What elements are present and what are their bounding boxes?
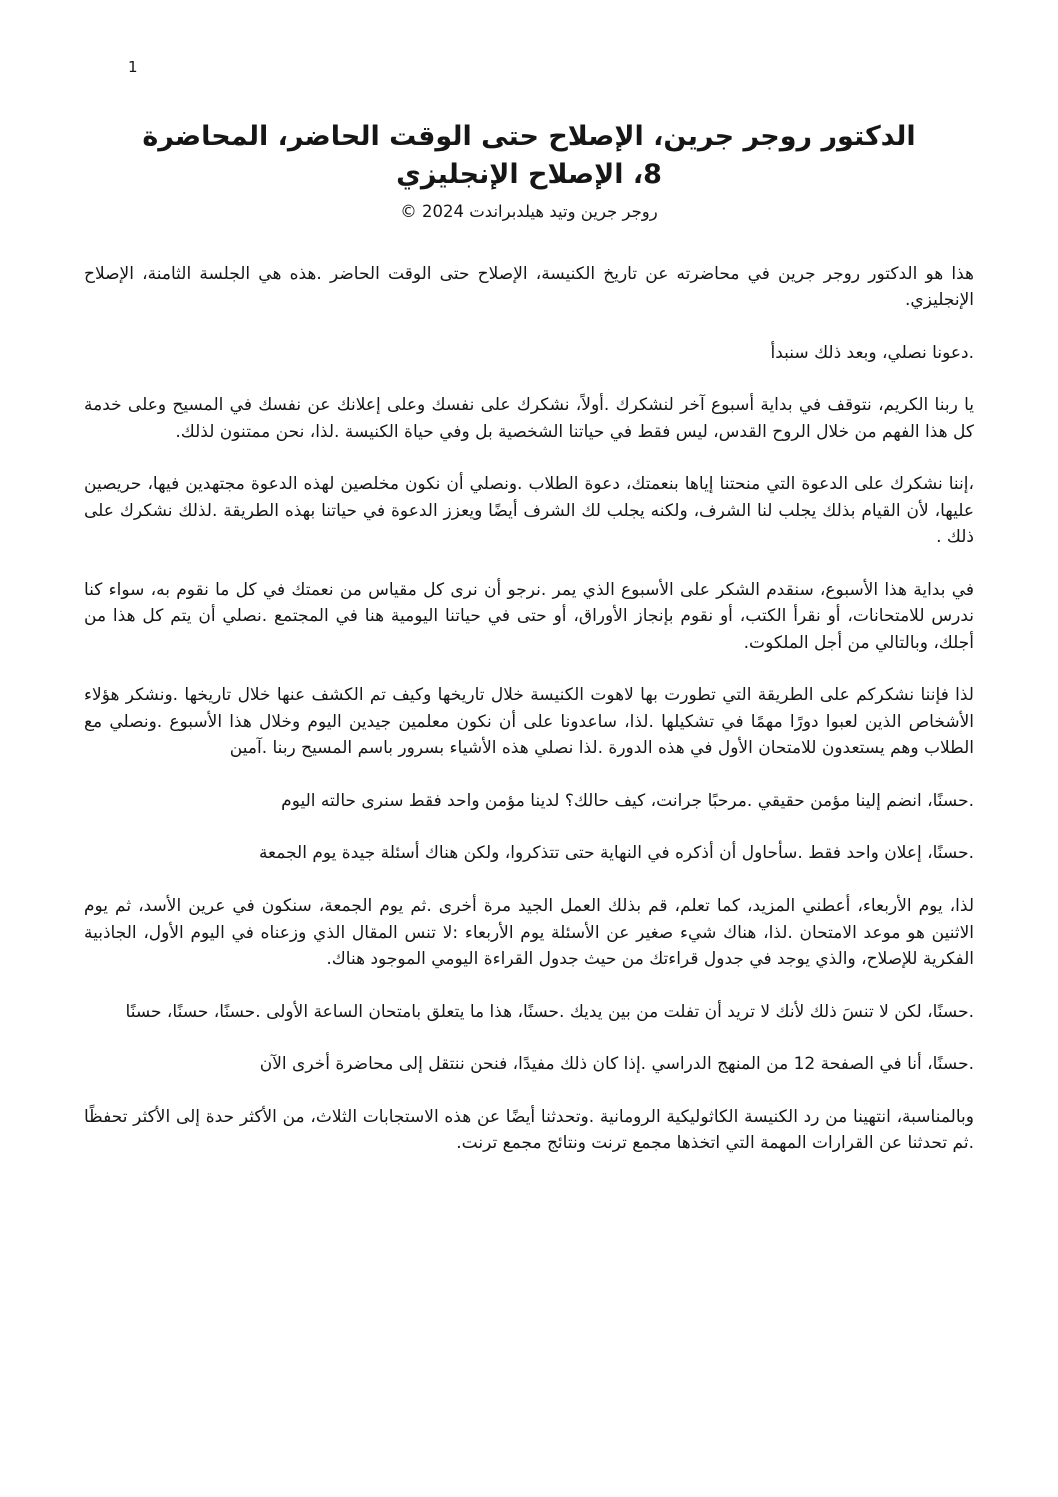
transcript-paragraph: لذا فإننا نشكركم على الطريقة التي تطورت بها لاهوت الكنيسة خلال تاريخها وكيف تم الكشف عنها خلال تاريخها .ونشكر هؤلاء الأشخاص الذين لعبوا دورًا مهمًا في تشكيلها .لذا، ساعدونا على أن نكون معلمين جيدين اليوم وخلال هذا الأسبوع .ونصلي مع الطلاب وهم يستعدون للامتحان الأول في هذه الدورة .لذا نصلي هذه الأشياء بسرور باسم المسيح ربنا .آمين <box>84 685 974 759</box>
transcript-paragraph: .حسنًا، لكن لا تنسَ ذلك لأنك لا تريد أن تفلت من بين يديك .حسنًا، هذا ما يتعلق بامتحان الساعة الأولى .حسنًا، حسنًا، حسنًا <box>125 1001 974 1022</box>
transcript-paragraph: .حسنًا، أنا في الصفحة 12 من المنهج الدراسي .إذا كان ذلك مفيدًا، فنحن ننتقل إلى محاضرة أخرى الآن <box>259 1054 974 1075</box>
copyright-line: روجر جرين وتيد هيلدبراندت 2024 © <box>400 201 658 221</box>
document-title-line2: 8، الإصلاح الإنجليزي <box>396 159 662 191</box>
document-title-line1: الدكتور روجر جرين، الإصلاح حتى الوقت الحاضر، المحاضرة <box>142 121 916 152</box>
transcript-paragraph: .حسنًا، انضم إلينا مؤمن حقيقي .مرحبًا جرانت، كيف حالك؟ لدينا مؤمن واحد فقط سنرى حالته اليوم <box>281 790 974 811</box>
document-title <box>84 118 974 195</box>
transcript-paragraph: هذا هو الدكتور روجر جرين في محاضرته عن تاريخ الكنيسة، الإصلاح حتى الوقت الحاضر .هذه هي الجلسة الثامنة، الإصلاح الإنجليزي. <box>84 263 974 311</box>
transcript-paragraph: ،إننا نشكرك على الدعوة التي منحتنا إياها بنعمتك، دعوة الطلاب .ونصلي أن نكون مخلصين لهذه الدعوة مجتهدين فيها، حريصين عليها، لأن القيام بذلك يجلب لنا الشرف، ولكنه يجلب لك الشرف أيضًا ويعزز الدعوة في حياتنا بهذه الطريقة .لذلك نشكرك على ذلك . <box>84 474 974 548</box>
document-header <box>84 118 974 223</box>
transcript-paragraph: .دعونا نصلي، وبعد ذلك سنبدأ <box>770 342 974 363</box>
transcript-paragraph: لذا، يوم الأربعاء، أعطني المزيد، كما تعلم، قم بذلك العمل الجيد مرة أخرى .ثم يوم الجمعة، سنكون في عرين الأسد، ثم يوم الاثنين هو موعد الامتحان .لذا، هناك شيء صغير عن الأسئلة يوم الأربعاء :لا تنس المقال الذي وزعناه في اليوم الأول، الجاذبية الفكرية للإصلاح، والذي يوجد في جدول قراءتك من حيث جدول القراءة اليومي الموجود هناك. <box>84 896 974 970</box>
transcript-paragraph: يا ربنا الكريم، نتوقف في بداية أسبوع آخر لنشكرك .أولاً، نشكرك على نفسك وعلى إعلانك عن نفسك في المسيح وعلى خدمة كل هذا الفهم من خلال الروح القدس، ليس فقط في حياتنا الشخصية بل وفي حياة الكنيسة .لذا، نحن ممتنون لذلك. <box>84 395 974 442</box>
transcript-paragraph: في بداية هذا الأسبوع، سنقدم الشكر على الأسبوع الذي يمر .نرجو أن نرى كل مقياس من نعمتك في كل ما نقوم به، سواء كنا ندرس للامتحانات، أو نقرأ الكتب، أو نقوم بإنجاز الأوراق، أو حتى في حياتنا اليومية هنا في المجتمع .نصلي أن يتم كل هذا من أجلك، وبالتالي من أجل الملكوت. <box>84 579 974 653</box>
page-number: 1 <box>128 58 138 76</box>
transcript-paragraph: وبالمناسبة، انتهينا من رد الكنيسة الكاثوليكية الرومانية .وتحدثنا أيضًا عن هذه الاستجابات الثلاث، من الأكثر حدة إلى الأكثر تحفظًا .ثم تحدثنا عن القرارات المهمة التي اتخذها مجمع ترنت ونتائج مجمع ترنت. <box>84 1106 974 1154</box>
transcript-body <box>84 261 974 1157</box>
transcript-paragraph: .حسنًا، إعلان واحد فقط .سأحاول أن أذكره في النهاية حتى تتذكروا، ولكن هناك أسئلة جيدة يوم الجمعة <box>258 843 974 864</box>
